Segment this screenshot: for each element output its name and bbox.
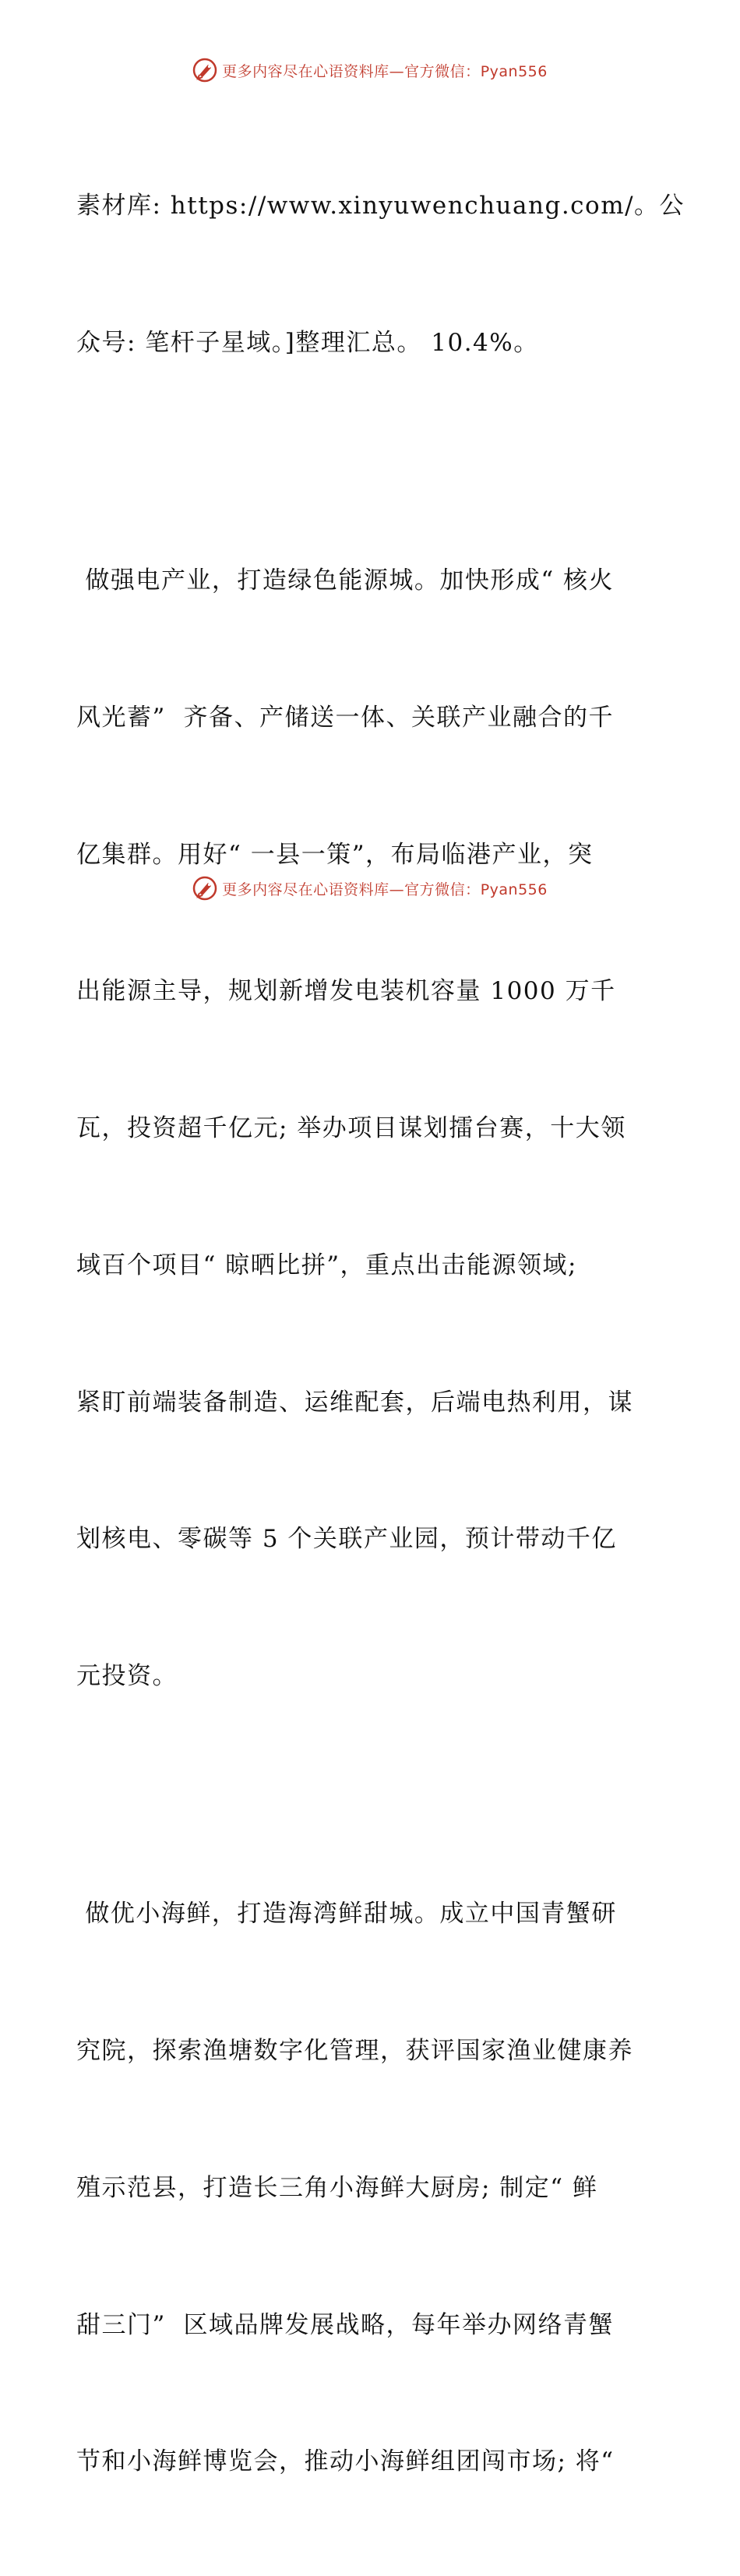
pen-nib-logo-icon bbox=[192, 58, 217, 83]
banner-wechat-handle: Pyan556 bbox=[480, 62, 548, 80]
pen-nib-logo-icon bbox=[192, 876, 217, 901]
text-line: 出能源主导，规划新增发电装机容量 1000 万千 bbox=[76, 977, 616, 1006]
text-line: 素材库: https://www.xinyuwenchuang.com/。公 bbox=[76, 192, 685, 221]
text-line: 做优小海鲜，打造海湾鲜甜城。成立中国青蟹研 bbox=[76, 1900, 617, 1928]
text-line: 究院，探索渔塘数字化管理，获评国家渔业健康养 bbox=[76, 2036, 633, 2065]
banner-separator: — bbox=[389, 62, 405, 80]
text-line: 众号: 笔杆子星域。]整理汇总。 10.4%。 bbox=[76, 328, 539, 357]
text-line: 节和小海鲜博览会，推动小海鲜组团闯市场; 将“ bbox=[76, 2447, 615, 2476]
paragraph-1 bbox=[76, 92, 685, 457]
text-line: 瓦，投资超千亿元; 举办项目谋划擂台赛，十大领 bbox=[76, 1114, 626, 1143]
banner-official-label: 官方微信： bbox=[404, 62, 481, 80]
text-line: 域百个项目“ 晾晒比拼”，重点出击能源领域; bbox=[76, 1251, 577, 1279]
text-line: 亿集群。用好“ 一县一策”，布局临港产业，突 bbox=[76, 840, 594, 869]
banner-wechat-handle: Pyan556 bbox=[480, 880, 548, 898]
text-line: 风光蓄” 齐备、产储送一体、关联产业融合的千 bbox=[76, 703, 615, 732]
text-line: 甜三门” 区域品牌发展战略，每年举办网络青蟹 bbox=[76, 2310, 615, 2339]
paragraph-3 bbox=[76, 1800, 668, 2576]
banner-site-name: 更多内容尽在心语资料库 bbox=[222, 880, 389, 898]
banner-official-label: 官方微信： bbox=[404, 880, 481, 898]
banner-text bbox=[222, 878, 548, 899]
banner-separator: — bbox=[389, 880, 405, 898]
text-line: 紧盯前端装备制造、运维配套，后端电热利用，谋 bbox=[76, 1388, 633, 1417]
text-line: 元投资。 bbox=[76, 1662, 178, 1691]
text-line: 划核电、零碳等 5 个关联产业园，预计带动千亿 bbox=[76, 1525, 617, 1554]
text-line: 殖示范县，打造长三角小海鲜大厨房; 制定“ 鲜 bbox=[76, 2173, 598, 2202]
header-watermark-banner bbox=[0, 55, 740, 86]
banner-site-name: 更多内容尽在心语资料库 bbox=[222, 62, 389, 80]
text-line: 做强电产业，打造绿色能源城。加快形成“ 核火 bbox=[76, 566, 615, 595]
banner-text bbox=[222, 60, 548, 81]
footer-watermark-banner bbox=[0, 873, 740, 904]
document-body bbox=[76, 92, 685, 2576]
paragraph-2 bbox=[76, 467, 668, 1791]
